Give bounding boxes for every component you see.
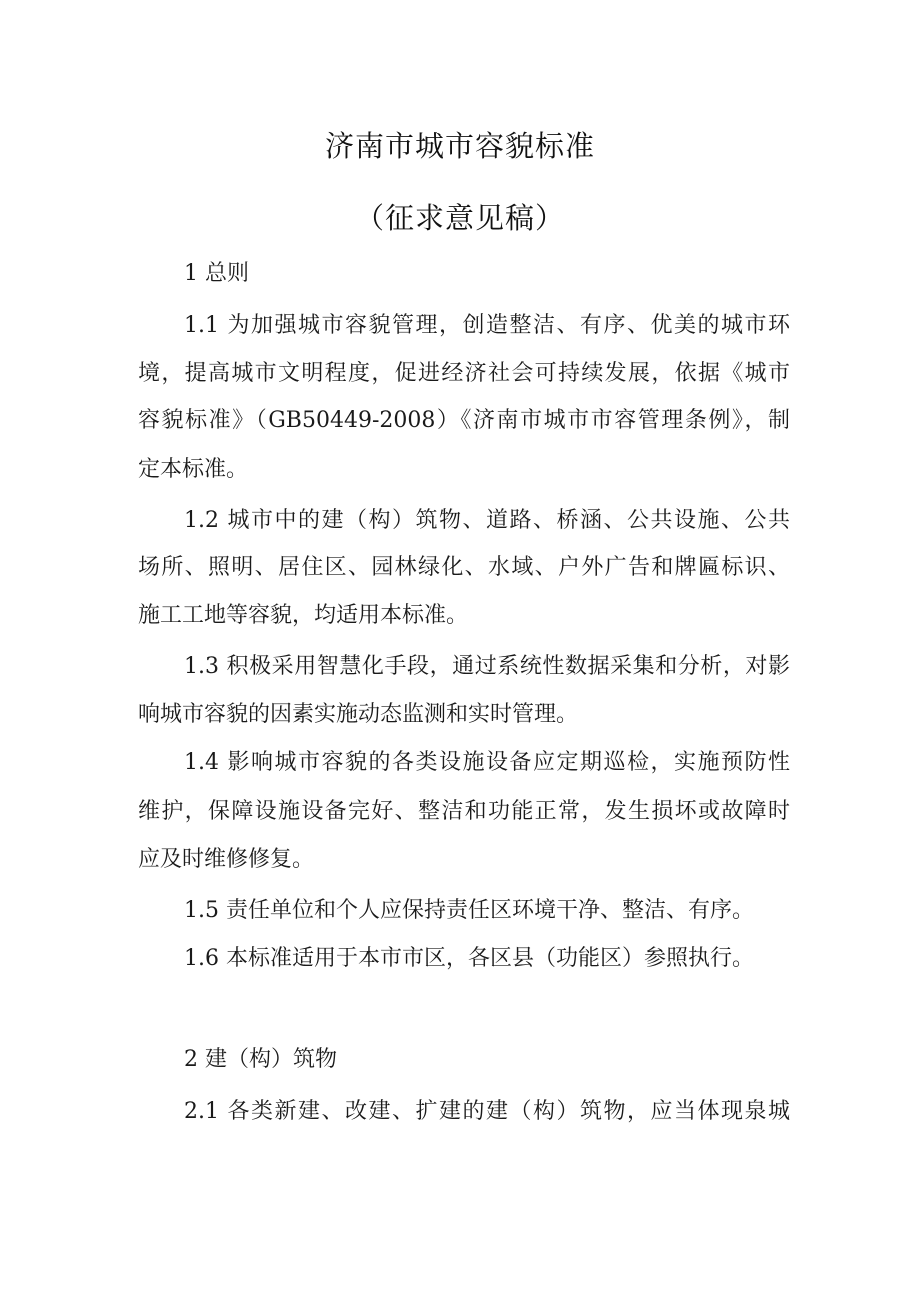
paragraph-line: 容貌标准》（GB50449-2008）《济南市城市市容管理条例》，制 [138,408,790,433]
section-heading-1: 1 总则 [184,261,249,286]
paragraph-line: 定本标准。 [138,457,249,482]
document-subtitle: （征求意见稿） [354,201,565,235]
document-title: 济南市城市容貌标准 [324,129,595,163]
paragraph-line: 施工工地等容貌，均适用本标准。 [138,603,469,628]
section-heading-2: 2 建（构）筑物 [184,1047,337,1072]
paragraph-line: 1.2 城市中的建（构）筑物、道路、桥涵、公共设施、公共 [184,508,790,533]
paragraph-line: 应及时维修修复。 [138,847,315,872]
paragraph-line: 1.3 积极采用智慧化手段，通过系统性数据采集和分析，对影 [184,654,790,679]
paragraph-line: 1.1 为加强城市容貌管理，创造整洁、有序、优美的城市环 [184,313,790,338]
paragraph-line: 响城市容貌的因素实施动态监测和实时管理。 [138,702,579,727]
paragraph-line: 维护，保障设施设备完好、整洁和功能正常，发生损坏或故障时 [138,799,790,824]
paragraph-line: 1.5 责任单位和个人应保持责任区环境干净、整洁、有序。 [184,898,754,923]
paragraph-line: 1.4 影响城市容貌的各类设施设备应定期巡检，实施预防性 [184,750,790,775]
paragraph-line: 1.6 本标准适用于本市市区，各区县（功能区）参照执行。 [184,946,754,971]
paragraph-line: 境，提高城市文明程度，促进经济社会可持续发展，依据《城市 [138,361,790,386]
paragraph-line: 场所、照明、居住区、园林绿化、水域、户外广告和牌匾标识、 [138,555,790,580]
paragraph-line: 2.1 各类新建、改建、扩建的建（构）筑物，应当体现泉城 [184,1099,790,1124]
